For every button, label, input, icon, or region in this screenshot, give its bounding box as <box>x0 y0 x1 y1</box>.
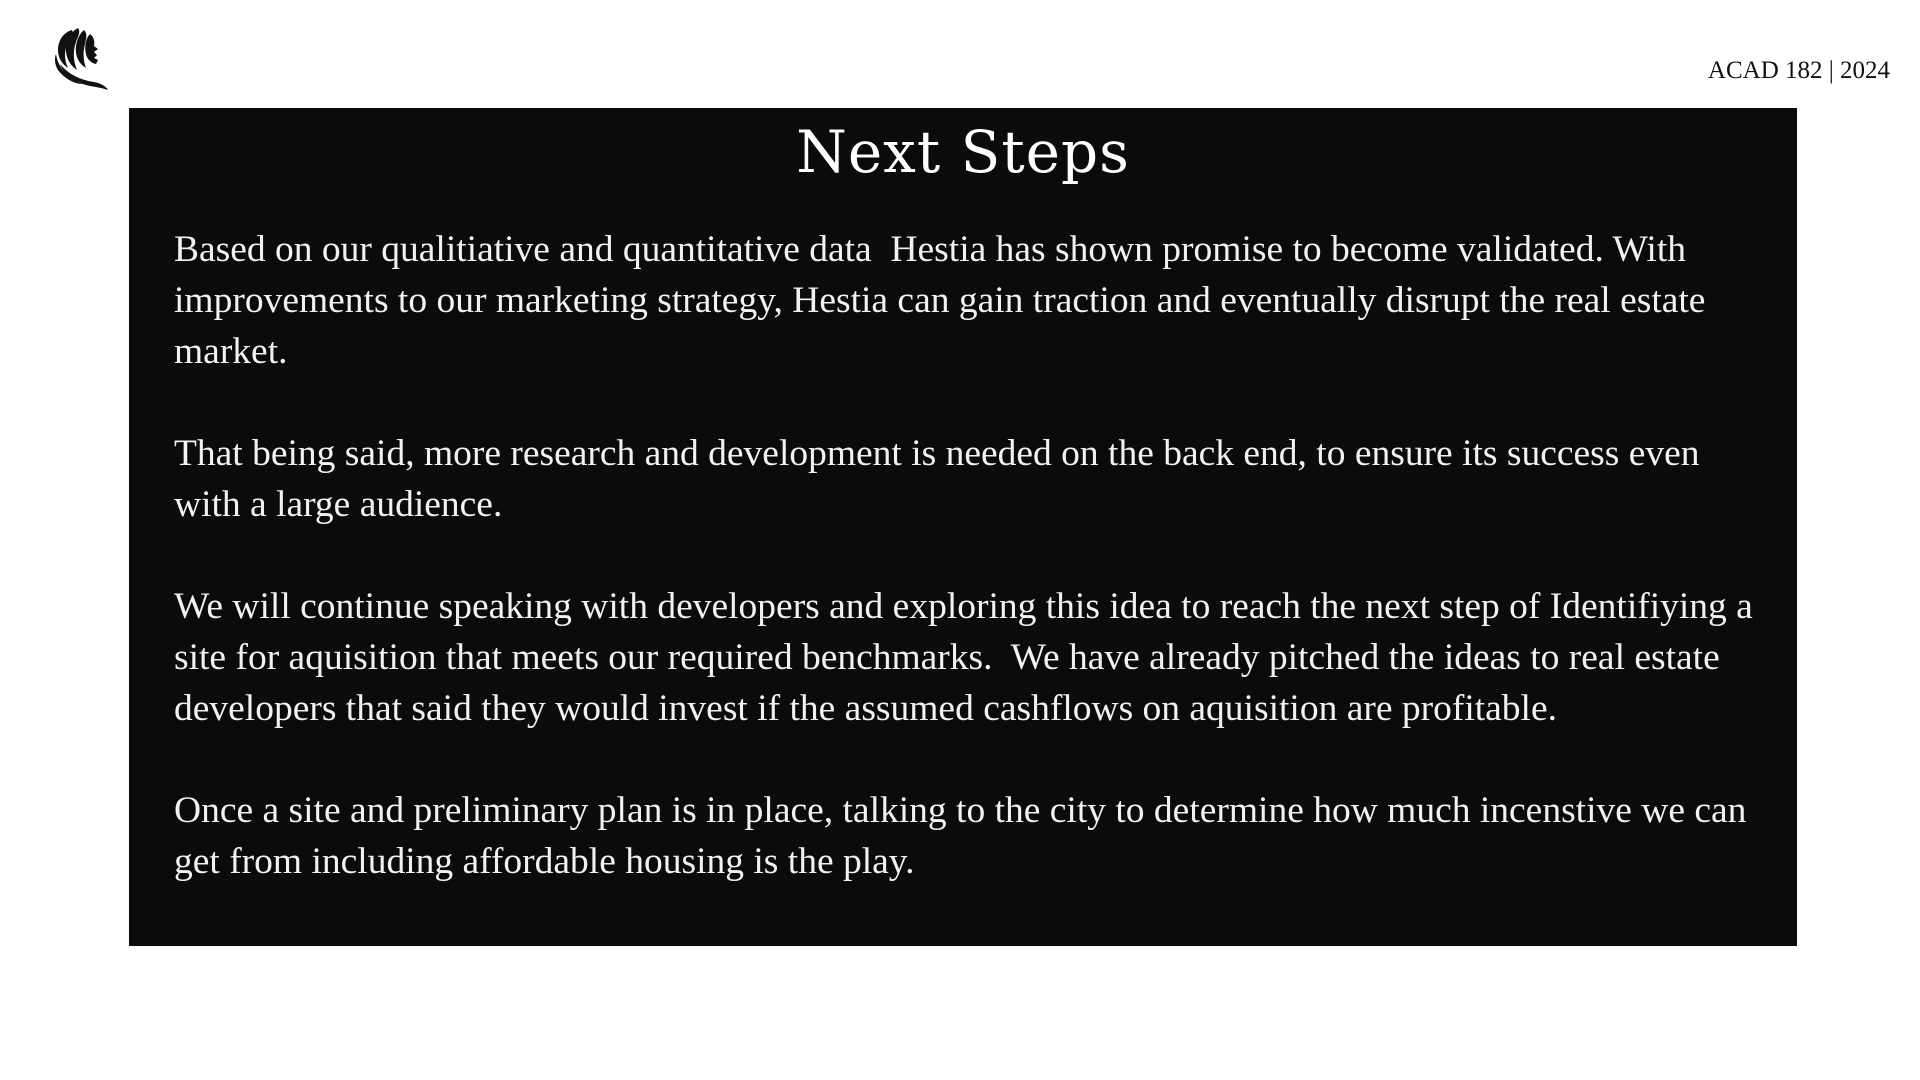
paragraph-developers: We will continue speaking with developers and exploring this idea to reach the next step of Identifiying a site for aquisition that meets our required benchmarks. We have already pitched the ideas to real estate developers that said they would invest if the assumed cashflows on aquisition are profitable. <box>174 586 1763 729</box>
slide-body <box>174 224 1763 887</box>
paragraph-city-incentive: Once a site and preliminary plan is in place, talking to the city to determine how much incenstive we can get from including affordable housing is the play. <box>174 790 1756 882</box>
slide-title: Next Steps <box>796 118 1130 186</box>
content-panel <box>129 108 1797 946</box>
paragraph-findings: Based on our qualitiative and quantitative data Hestia has shown promise to become validated. With improvements to our marketing strategy, Hestia can gain traction and eventually disrupt the real estate market. <box>174 229 1715 372</box>
course-label: ACAD 182 | 2024 <box>1707 57 1890 84</box>
logo-icon <box>50 24 110 90</box>
paragraph-research-needed: That being said, more research and development is needed on the back end, to ensure its success even with a large audience. <box>174 433 1709 525</box>
